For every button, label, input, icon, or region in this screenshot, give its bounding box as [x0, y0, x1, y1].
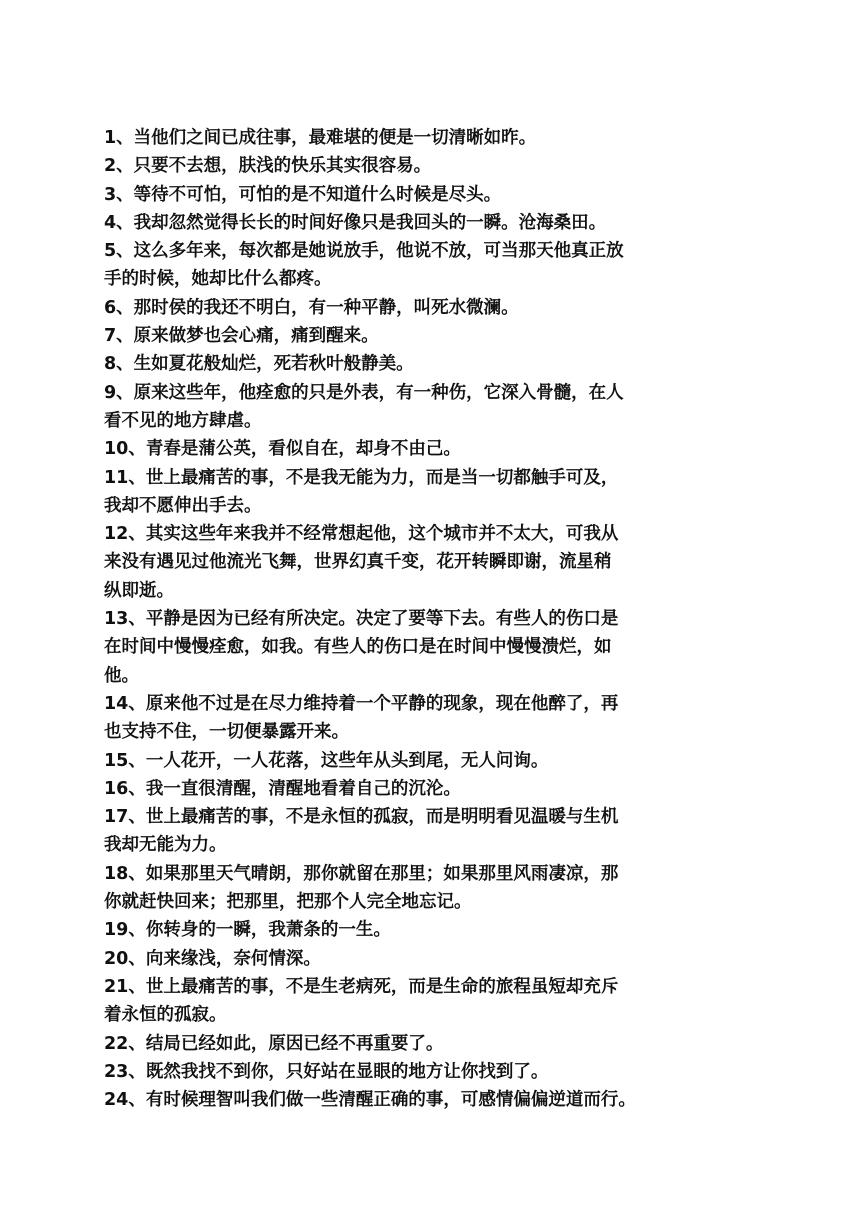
quote-item: 17、世上最痛苦的事，不是永恒的孤寂，而是明明看见温暖与生机 我却无能为力。 — [104, 807, 619, 856]
quote-item: 23、既然我找不到你，只好站在显眼的地方让你找到了。 — [104, 1061, 549, 1082]
quote-item: 10、青春是蒲公英，看似自在，却身不由己。 — [104, 439, 461, 460]
quote-item: 2、只要不去想，肤浅的快乐其实很容易。 — [104, 156, 432, 177]
quote-item: 19、你转身的一瞬，我萧条的一生。 — [104, 920, 391, 941]
quote-item: 11、世上最痛苦的事，不是我无能为力，而是当一切都触手可及， 我却不愿伸出手去。 — [104, 467, 619, 516]
quote-item: 14、原来他不过是在尽力维持着一个平静的现象，现在他醉了，再 也支持不住，一切便暴露开来。 — [104, 693, 619, 743]
quote-item: 6、那时侯的我还不明白，有一种平静，叫死水微澜。 — [104, 297, 519, 318]
quote-item: 7、原来做梦也会心痛，痛到醒来。 — [104, 326, 379, 347]
quote-item: 21、世上最痛苦的事，不是生老病死，而是生命的旅程虽短却充斥 着永恒的孤寂。 — [104, 976, 619, 1026]
quote-item: 13、平静是因为已经有所决定。决定了要等下去。有些人的伤口是 在时间中慢慢痊愈，如我。有些人的伤口是在时间中慢慢溃烂，如 他。 — [104, 609, 619, 686]
quote-item: 9、原来这些年，他痊愈的只是外表，有一种伤，它深入骨髓，在人 看不见的地方肆虐。 — [104, 382, 624, 431]
quote-item: 20、向来缘浅，奈何情深。 — [104, 948, 321, 969]
quote-item: 18、如果那里天气晴朗，那你就留在那里；如果那里风雨凄凉，那 你就赶快回来；把那里，把那个人完全地忘记。 — [104, 863, 619, 913]
quote-item: 12、其实这些年来我并不经常想起他，这个城市并不太大，可我从 来没有遇见过他流光飞舞，世界幻真千变，花开转瞬即谢，流星稍 纵即逝。 — [104, 524, 619, 601]
quote-item: 24、有时候理智叫我们做一些清醒正确的事，可感情偏偏逆道而行。 — [104, 1090, 636, 1111]
quote-list — [104, 124, 684, 1114]
quote-item: 1、当他们之间已成往事，最难堪的便是一切清晰如昨。 — [104, 128, 537, 148]
quote-item: 8、生如夏花般灿烂，死若秋叶般静美。 — [104, 354, 414, 375]
quote-item: 5、这么多年来，每次都是她说放手，他说不放，可当那天他真正放 手的时候，她却比什么都疼。 — [104, 241, 624, 290]
quote-item: 16、我一直很清醒，清醒地看着自己的沉沦。 — [104, 778, 461, 799]
quote-item: 4、我却忽然觉得长长的时间好像只是我回头的一瞬。沧海桑田。 — [104, 212, 607, 233]
quote-item: 3、等待不可怕，可怕的是不知道什么时候是尽头。 — [104, 184, 502, 205]
quote-item: 22、结局已经如此，原因已经不再重要了。 — [104, 1033, 444, 1054]
quote-item: 15、一人花开，一人花落，这些年从头到尾，无人问询。 — [104, 750, 549, 771]
